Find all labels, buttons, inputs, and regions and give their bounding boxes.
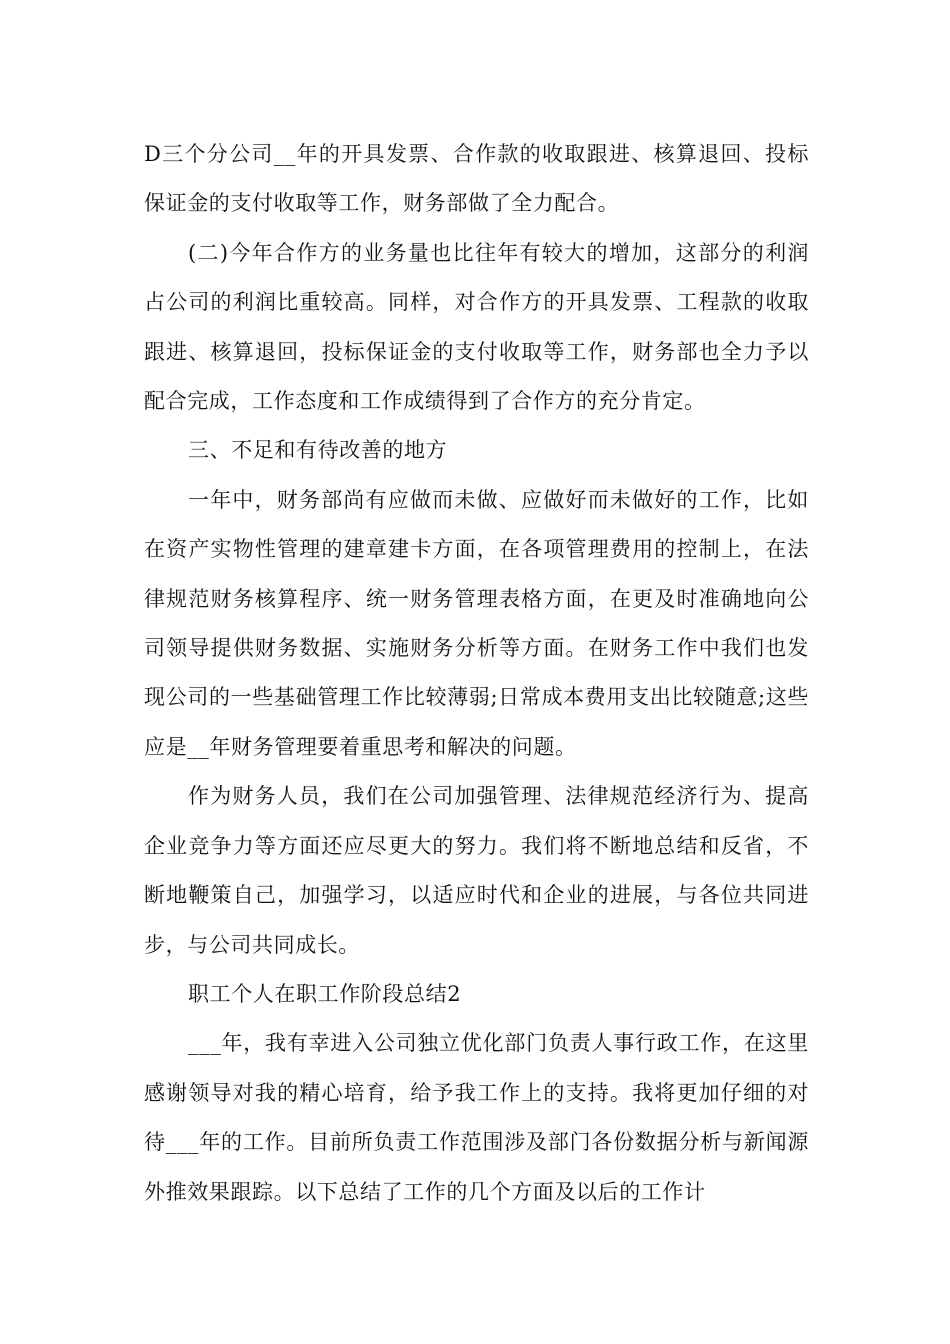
section-heading-summary-2: 职工个人在职工作阶段总结2 [188,981,462,1006]
paragraph-shortcomings: 一年中，财务部尚有应做而未做、应做好而未做好的工作，比如在资产实物性管理的建章建卡方面，在各项管理费用的控制上，在法律规范财务核算程序、统一财务管理表格方面，在更及时准确地向公司领导提供财务数据、实施财务分析等方面。在财务工作中我们也发现公司的一些基础管理工作比较薄弱;日常成本费用支出比较随意;这些应是__年财务管理要着重思考和解决的问题。 [144,487,809,759]
paragraph-summary-2-intro: ___年，我有幸进入公司独立优化部门负责人事行政工作，在这里感谢领导对我的精心培育，给予我工作上的支持。我将更加仔细的对待___年的工作。目前所负责工作范围涉及部门各份数据分析与新闻源外推效果跟踪。以下总结了工作的几个方面及以后的工作计 [144,1031,809,1204]
paragraph-partner-business: (二)今年合作方的业务量也比往年有较大的增加，这部分的利润占公司的利润比重较高。同样，对合作方的开具发票、工程款的收取跟进、核算退回，投标保证金的支付收取等工作，财务部也全力予以配合完成，工作态度和工作成绩得到了合作方的充分肯定。 [144,240,809,414]
paragraph-continuation: D三个分公司__年的开具发票、合作款的收取跟进、核算退回、投标保证金的支付收取等工作，财务部做了全力配合。 [144,142,809,216]
document-body [144,130,809,1217]
paragraph-outlook: 作为财务人员，我们在公司加强管理、法律规范经济行为、提高企业竞争力等方面还应尽更大的努力。我们将不断地总结和反省，不断地鞭策自己，加强学习，以适应时代和企业的进展，与各位共同进步，与公司共同成长。 [144,784,809,957]
section-heading-shortcomings: 三、不足和有待改善的地方 [188,438,448,463]
